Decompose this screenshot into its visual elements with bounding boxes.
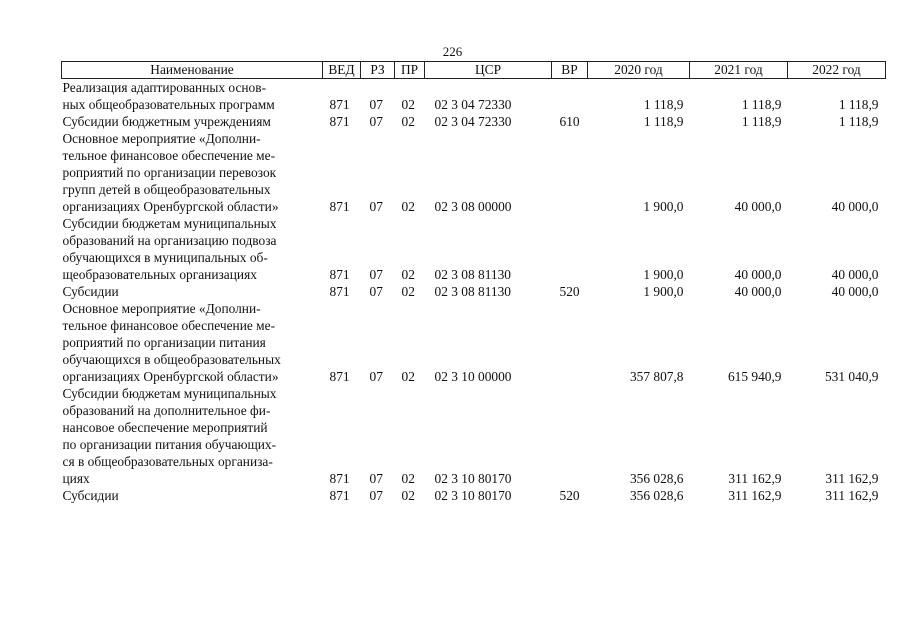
row-vr: 520 xyxy=(559,284,580,299)
row-2021: 1 118,9 xyxy=(741,97,782,112)
row-rz: 07 xyxy=(369,488,383,503)
row-pr: 02 xyxy=(401,488,415,503)
row-rz: 07 xyxy=(369,369,383,384)
row-vr xyxy=(552,79,588,114)
row-vr xyxy=(552,130,588,215)
header-2022: 2022 год xyxy=(788,62,886,79)
header-name: Наименование xyxy=(62,62,323,79)
row-csr: 02 3 08 00000 xyxy=(434,199,512,214)
header-vr: ВР xyxy=(552,62,588,79)
row-2021: 615 940,9 xyxy=(727,369,782,384)
row-pr: 02 xyxy=(401,114,415,129)
header-2020: 2020 год xyxy=(588,62,690,79)
row-pr: 02 xyxy=(401,199,415,214)
page-number: 226 xyxy=(442,44,463,59)
row-2021: 40 000,0 xyxy=(734,284,782,299)
row-ved: 871 xyxy=(329,488,350,503)
budget-table xyxy=(61,61,886,504)
row-ved: 871 xyxy=(329,114,350,129)
table-row xyxy=(62,283,886,300)
row-rz: 07 xyxy=(369,199,383,214)
row-2022: 311 162,9 xyxy=(825,471,879,486)
table-row xyxy=(62,79,886,114)
row-2022: 40 000,0 xyxy=(831,199,879,214)
row-2021: 1 118,9 xyxy=(741,114,782,129)
row-2022: 40 000,0 xyxy=(831,267,879,282)
row-csr: 02 3 10 80170 xyxy=(434,488,512,503)
table-row xyxy=(62,300,886,385)
row-name: Субсидии xyxy=(62,488,119,503)
row-ved: 871 xyxy=(329,284,350,299)
row-vr: 520 xyxy=(559,488,580,503)
row-csr: 02 3 04 72330 xyxy=(434,114,512,129)
row-vr xyxy=(552,300,588,385)
header-2021: 2021 год xyxy=(690,62,788,79)
row-csr: 02 3 10 00000 xyxy=(434,369,512,384)
row-name: Основное мероприятие «Дополни- тельное финансовое обеспечение ме- роприятий по организации перевозок групп детей в общеобразовательных организациях Оренбургской области» xyxy=(62,131,279,214)
row-pr: 02 xyxy=(401,471,415,486)
row-name: Субсидии бюджетам муниципальных образований на дополнительное фи- нансовое обеспечение мероприятий по организации питания обучающих- ся в общеобразовательных организа- циях xyxy=(62,386,277,486)
row-2020: 1 900,0 xyxy=(643,284,684,299)
row-2020: 1 118,9 xyxy=(643,97,684,112)
row-ved: 871 xyxy=(329,267,350,282)
row-2020: 1 118,9 xyxy=(643,114,684,129)
table-header-row xyxy=(62,62,886,79)
row-pr: 02 xyxy=(401,267,415,282)
row-csr: 02 3 08 81130 xyxy=(434,284,511,299)
row-2020: 356 028,6 xyxy=(629,488,684,503)
table-row xyxy=(62,113,886,130)
row-2021: 311 162,9 xyxy=(728,471,782,486)
table-row xyxy=(62,130,886,215)
header-csr: ЦСР xyxy=(425,62,552,79)
row-2022: 40 000,0 xyxy=(831,284,879,299)
table-row xyxy=(62,385,886,487)
header-rz: РЗ xyxy=(361,62,395,79)
row-2020: 356 028,6 xyxy=(629,471,684,486)
row-2022: 531 040,9 xyxy=(824,369,879,384)
row-2020: 1 900,0 xyxy=(643,199,684,214)
row-csr: 02 3 10 80170 xyxy=(434,471,512,486)
row-name: Субсидии бюджетным учреждениям xyxy=(62,114,271,129)
row-vr xyxy=(552,385,588,487)
row-2021: 311 162,9 xyxy=(728,488,782,503)
row-vr: 610 xyxy=(559,114,580,129)
row-ved: 871 xyxy=(329,199,350,214)
row-vr xyxy=(552,215,588,283)
row-pr: 02 xyxy=(401,97,415,112)
row-2022: 311 162,9 xyxy=(825,488,879,503)
row-rz: 07 xyxy=(369,284,383,299)
row-name: Реализация адаптированных основ- ных общеобразовательных программ xyxy=(62,80,275,112)
row-pr: 02 xyxy=(401,284,415,299)
row-2020: 1 900,0 xyxy=(643,267,684,282)
row-pr: 02 xyxy=(401,369,415,384)
row-ved: 871 xyxy=(329,471,350,486)
row-rz: 07 xyxy=(369,471,383,486)
row-rz: 07 xyxy=(369,267,383,282)
table-row xyxy=(62,487,886,504)
row-ved: 871 xyxy=(329,97,350,112)
row-name: Основное мероприятие «Дополни- тельное финансовое обеспечение ме- роприятий по организации питания обучающихся в общеобразовательных организациях Оренбургской области» xyxy=(62,301,281,384)
row-2022: 1 118,9 xyxy=(838,97,879,112)
header-ved: ВЕД xyxy=(323,62,361,79)
row-2021: 40 000,0 xyxy=(734,267,782,282)
row-name: Субсидии xyxy=(62,284,119,299)
row-ved: 871 xyxy=(329,369,350,384)
header-pr: ПР xyxy=(395,62,425,79)
row-2022: 1 118,9 xyxy=(838,114,879,129)
table-row xyxy=(62,215,886,283)
row-rz: 07 xyxy=(369,97,383,112)
row-name: Субсидии бюджетам муниципальных образований на организацию подвоза обучающихся в муниципальных об- щеобразовательных организациях xyxy=(62,216,277,282)
row-2021: 40 000,0 xyxy=(734,199,782,214)
row-csr: 02 3 08 81130 xyxy=(434,267,511,282)
row-2020: 357 807,8 xyxy=(629,369,684,384)
row-csr: 02 3 04 72330 xyxy=(434,97,512,112)
row-rz: 07 xyxy=(369,114,383,129)
